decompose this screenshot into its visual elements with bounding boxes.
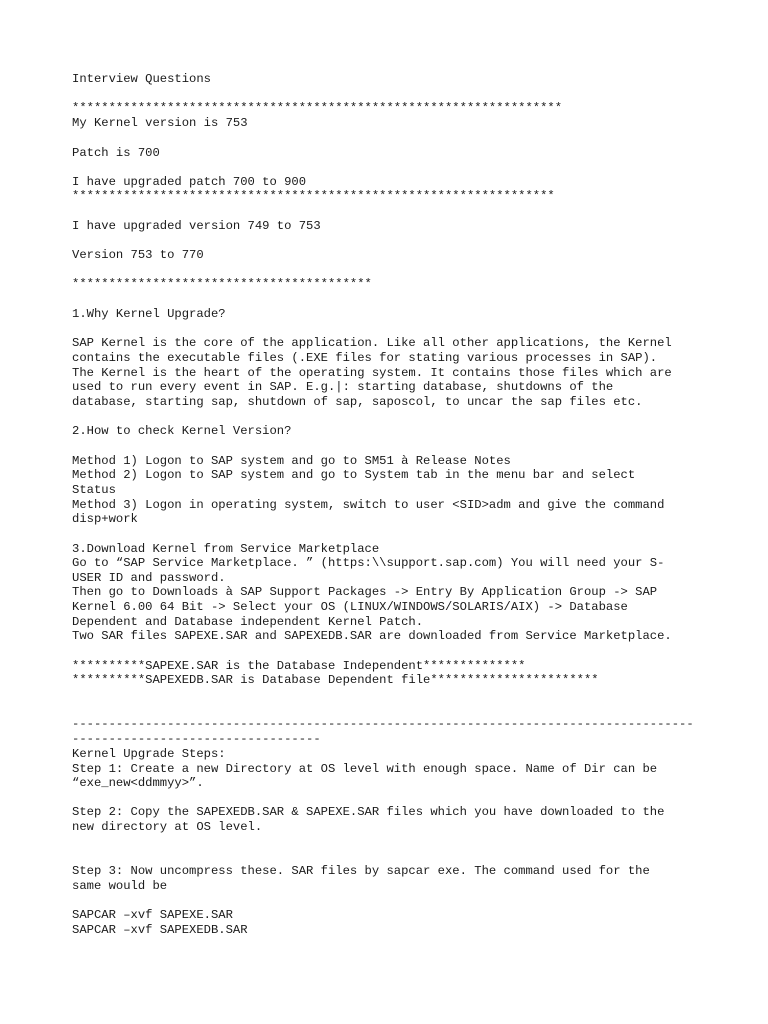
document-title: Interview Questions bbox=[72, 72, 211, 86]
section-heading: 2.How to check Kernel Version? bbox=[72, 424, 292, 438]
text-line: Two SAR files SAPEXE.SAR and SAPEXEDB.SAR are downloaded from Service Marketplace. bbox=[72, 629, 672, 643]
text-line: disp+work bbox=[72, 512, 138, 526]
text-line: I have upgraded version 749 to 753 bbox=[72, 219, 321, 233]
text-line: Dependent and Database independent Kernel Patch. bbox=[72, 615, 424, 629]
text-line: same would be bbox=[72, 879, 168, 893]
text-line: Step 2: Copy the SAPEXEDB.SAR & SAPEXE.SAR files which you have downloaded to the bbox=[72, 805, 665, 819]
dash-separator: ---------------------------------- bbox=[72, 732, 321, 746]
command-line: SAPCAR –xvf SAPEXE.SAR bbox=[72, 908, 233, 922]
section-heading: 1.Why Kernel Upgrade? bbox=[72, 307, 226, 321]
dash-separator: ------------------------------------------------------------------------------------- bbox=[72, 717, 694, 731]
asterisk-separator: ******************************************************************* bbox=[72, 101, 563, 115]
section-heading: Kernel Upgrade Steps: bbox=[72, 747, 226, 761]
command-line: SAPCAR –xvf SAPEXEDB.SAR bbox=[72, 923, 248, 937]
text-line: Step 3: Now uncompress these. SAR files by sapcar exe. The command used for the bbox=[72, 864, 650, 878]
text-line: Method 2) Logon to SAP system and go to System tab in the menu bar and select bbox=[72, 468, 636, 482]
text-line: Patch is 700 bbox=[72, 146, 160, 160]
text-line: Version 753 to 770 bbox=[72, 248, 204, 262]
text-line: used to run every event in SAP. E.g.|: starting database, shutdowns of the bbox=[72, 380, 614, 394]
text-line: Method 3) Logon in operating system, switch to user <SID>adm and give the command bbox=[72, 498, 665, 512]
text-line: Go to “SAP Service Marketplace. ” (https:\\support.sap.com) You will need your S- bbox=[72, 556, 665, 570]
text-line: contains the executable files (.EXE files for stating various processes in SAP). bbox=[72, 351, 658, 365]
asterisk-separator: ***************************************** bbox=[72, 277, 372, 291]
text-line: USER ID and password. bbox=[72, 571, 226, 585]
text-line: **********SAPEXE.SAR is the Database Independent************** bbox=[72, 659, 526, 673]
text-line: **********SAPEXEDB.SAR is Database Dependent file*********************** bbox=[72, 673, 599, 687]
text-line: SAP Kernel is the core of the application. Like all other applications, the Kernel bbox=[72, 336, 672, 350]
text-line: new directory at OS level. bbox=[72, 820, 263, 834]
text-line: The Kernel is the heart of the operating system. It contains those files which are bbox=[72, 366, 672, 380]
text-line: Step 1: Create a new Directory at OS level with enough space. Name of Dir can be bbox=[72, 762, 658, 776]
text-line: database, starting sap, shutdown of sap, saposcol, to uncar the sap files etc. bbox=[72, 395, 643, 409]
text-line: Status bbox=[72, 483, 116, 497]
text-line: I have upgraded patch 700 to 900 bbox=[72, 175, 307, 189]
asterisk-separator: ****************************************************************** bbox=[72, 189, 555, 203]
text-line: Then go to Downloads à SAP Support Packages -> Entry By Application Group -> SAP bbox=[72, 585, 658, 599]
text-line: My Kernel version is 753 bbox=[72, 116, 248, 130]
text-line: “exe_new<ddmmyy>”. bbox=[72, 776, 204, 790]
section-heading: 3.Download Kernel from Service Marketplace bbox=[72, 542, 380, 556]
text-line: Method 1) Logon to SAP system and go to SM51 à Release Notes bbox=[72, 454, 511, 468]
text-line: Kernel 6.00 64 Bit -> Select your OS (LINUX/WINDOWS/SOLARIS/AIX) -> Database bbox=[72, 600, 628, 614]
